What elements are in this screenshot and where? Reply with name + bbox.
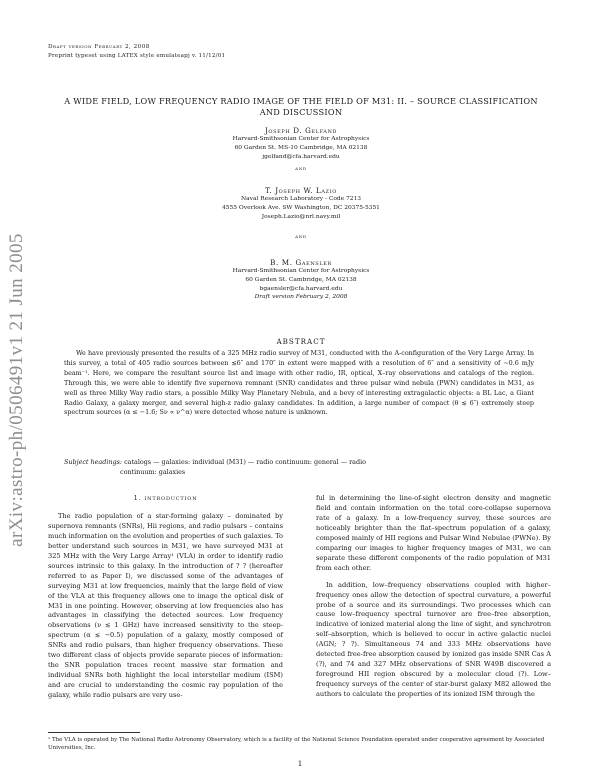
author-email: bgaensler@cfa.harvard.edu [259, 285, 343, 292]
author-block-2 [60, 186, 542, 221]
body-paragraph: In addition, low–frequency observations coupled with higher–frequency ones allow the detection of spectral curvature, a powerful probe of a source and its surroundings. Two processes which can cause low–frequency spectral turnover are free–free absorption, indicative of ionized material along the line of sight, and synchrotron self–absorption, which is believed to occur in active galactic nuclei (AGN; ? ?). Simultaneous 74 and 333 MHz observations have detected free-free absorption caused by ionized gas inside SNR Cas A (?), and 74 and 327 MHz observations of SNR W49B discovered a foreground HII region obscured by a molecular cloud (?). Low–frequency surveys of the center of star-burst galaxy M82 allowed the authors to calculate the properties of its ionized ISM through the [316, 580, 551, 699]
author-address: 60 Garden St. MS-10 Cambridge, MA 02138 [234, 144, 368, 151]
running-header-preprint: Preprint typeset using LATEX style emulateapj v. 11/12/01 [48, 53, 226, 59]
author-email: Joseph.Lazio@nrl.navy.mil [261, 213, 341, 220]
subject-headings-line1: catalogs — galaxies: individual (M31) — radio continuum: general — radio [124, 458, 366, 466]
author-affiliation: Harvard-Smithsonian Center for Astrophysics [232, 136, 370, 142]
page-number: 1 [297, 759, 303, 768]
and-separator: and [295, 234, 307, 240]
subject-headings [64, 458, 534, 478]
author-address: 4555 Overlook Ave. SW Washington, DC 20375-5351 [222, 204, 380, 211]
author-block-3 [60, 258, 542, 302]
left-column [48, 494, 283, 701]
abstract-body: We have previously presented the results of a 325 MHz radio survey of M31, conducted with the A-configuration of the Very Large Array. In this survey, a total of 405 radio sources between ≲6″ and 170″ in extent were mapped with a resolution of 6″ and a sensitivity of ∼0.6 mJy beam⁻¹. Here, we compare the resultant source list and image with other radio, IR, optical, X–ray observations and catalogs of the region. Through this, we were able to identify five supernova remnant (SNR) candidates and three pulsar wind nebula (PWN) candidates in M31, as well as three Milky Way radio stars, a possible Milky Way Planetary Nebula, and a bevy of interesting extragalactic objects: a BL Lac, a Giant Radio Galaxy, a galaxy merger, and several high-z radio galaxy candidates. In addition, a large number of compact (θ ≲ 6″) extremely steep spectrum sources (α ≤ −1.6; Sν ∝ ν^α) were detected whose nature is unknown. [64, 349, 534, 417]
subject-headings-label: Subject headings: [64, 458, 123, 466]
subject-headings-line2: continuum: galaxies [120, 467, 186, 476]
right-column [316, 494, 551, 700]
author-name: T. Joseph W. Lazio [265, 186, 337, 195]
author-affiliation: Naval Research Laboratory - Code 7213 [240, 196, 362, 202]
section-heading: 1. introduction [133, 494, 198, 502]
running-header-draft: Draft version February 2, 2008 [48, 44, 150, 50]
author-email: jgelfand@cfa.harvard.edu [262, 153, 340, 160]
author-block-1 [60, 126, 542, 161]
arxiv-identifier-stamp [2, 200, 32, 580]
footnote-divider [48, 732, 140, 733]
draft-date: Draft version February 2, 2008 [254, 294, 348, 301]
body-paragraph: The radio population of a star-forming galaxy – dominated by supernova remnants (SNRs), Hii regions, and radio pulsars – contains much information on the evolution and properties of such galaxies. To better understand such sources in M31, we have surveyed M31 at 325 MHz with the Very Large Array¹ (VLA) in order to identify radio sources intrinsic to this galaxy. In the introduction of ? ? (hereafter referred to as Paper I), we discussed some of the advantages of surveying M31 at low frequencies, mainly that the large field of view of the VLA at this frequency allows one to image the optical disk of M31 in one pointing. However, observing at low frequencies also has advantages in classifying the detected sources. Low frequency observations (ν ≲ 1 GHz) have increased sensitivity to the steep-spectrum (α ≲ −0.5) population of a galaxy, mostly composed of SNRs and radio pulsars, than higher frequency observations. These two different class of objects provide separate pieces of information: the SNR population traces recent massive star formation and individual SNRs both highlight the local interstellar medium (ISM) and are crucial to understanding the cosmic ray population of the galaxy, while radio pulsars are very use- [48, 511, 283, 700]
author-name: Joseph D. Gelfand [264, 126, 338, 135]
footnote: ¹ The VLA is operated by The National Radio Astronomy Observatory, which is a facility of the National Science Foundation operated under cooperative agreement by Associated Universities, Inc. [48, 737, 545, 751]
and-separator: and [295, 166, 307, 172]
abstract-heading: ABSTRACT [276, 337, 326, 346]
paper-title: A WIDE FIELD, LOW FREQUENCY RADIO IMAGE OF THE FIELD OF M31: II. – SOURCE CLASSIFICATION AND DISCUSSION [64, 96, 538, 117]
arxiv-identifier-text: arXiv:astro-ph/0506491v1 21 Jun 2005 [6, 233, 27, 547]
author-address: 60 Garden St. Cambridge, MA 02138 [245, 276, 357, 283]
author-name: B. M. Gaensler [270, 258, 332, 267]
author-affiliation: Harvard-Smithsonian Center for Astrophysics [232, 268, 370, 274]
body-paragraph: ful in determining the line-of-sight electron density and magnetic field and contain information on the total core-collapse supernova rate of a galaxy. In a low-frequency survey, these sources are noticeably brighter than the flat–spectrum population of a galaxy, composed mainly of HII regions and Pulsar Wind Nebulae (PWNe). By comparing our images to higher frequency images of M31, we can separate these different components of the radio population of M31 from each other. [316, 494, 551, 572]
